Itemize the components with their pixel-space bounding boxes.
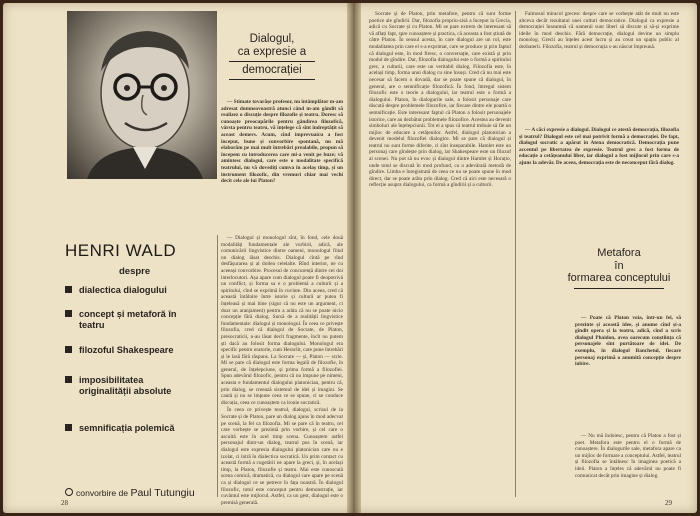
body-paragraph: Socrate și de Platon, prin metafore, pentru că sunt forme poetice ale gîndirii. Dar, filozofia propriu-zisă a început la Grecia, adică cu Socrate și cu Platon. Mi se pare extrem de interesant să vă aflați fapt, spre cunoaștere și practica, că aceasta a fost știută de către Platon. În sensul acesta, în care dialogul are un rol, este modalitatea prin care el s-a exprimat, care se produce și prin faptul că dialogul este, în mod firesc, o conversație, care există și prin modul de gîndire. Dar, filozofia dialogului este o formă a spiritului grec, a culturii, care este un veritabil dialog. Filozofia este, în același timp, forma unui dialog cu sine însuși. Cred că nu mai este necesar să facem o dovadă, dar se poate spune că dialogul, în general, are o semnificație filozofică. În fond, întregul sistem filozofic este o teorie a dialogului, iar teatrul este o formă a dialogului. Platon, în dialogurile sale, a folosit personaje care discută despre problemele filozofice, iar fiecare dintre ele poartă o semnificație. Este interesant faptul că Platon a folosit personajele istorice, care au dezbătut problemele filozofice. Acestea au devenit simboluri ale înțelepciunii. Tot el a spus că teatrul trebuie să fie un mijloc de educare a cetățenilor. Astfel, dialogul platonician a devenit modelul filozofiei dialogice. Mi se pare că dialogul și teatrul nu sunt forme diferite, ci sînt inseparabile. Hamlet este un personaj care gîndește prin dialog, iar Shakespeare este un filozof al scenei. Nu pot să nu evoc și dialogul dintre Hamlet și Horațio, unde totul se discută în mod profund, cu o adevărată metodă de gîndire. Limba e înregistrată de ceea ce nu se poate spune în mod direct, dar se poate arăta prin dialog. Cred că aici este necesară o reflecție asupra dialogului, ca formă a gîndirii și a culturii. [369,11,511,189]
body-paragraph: — Nu mă îndoiesc, pentru că Platon a fost și poet. Metafora este pentru el o formă de cunoaștere. În dialogurile sale, metafora apare ca un mijloc de formare a conceptului. Astfel, teatrul și filozofia se întâlnesc în imaginea poetică a ideii. Platon a înțeles că adevărul nu poate fi comunicat decât prin imagine și dialog. [575,433,681,479]
title-line: ca expresie a [237,46,307,58]
title-line: Metafora [597,247,641,259]
despre-label: despre [119,266,151,277]
topic-item [65,345,181,356]
magazine-spread [3,3,697,513]
body-column [519,11,679,123]
column-divider [217,235,218,497]
topic-label: concept și metaforă în teatru [79,309,177,330]
question-paragraph: — Poate că Platon voia, într-un fel, să prezinte și această idee, și anume cînd și-a gîndit opera și la teatru, adică, cînd a scris dialogul Phaidon, avea oarecum conștiința că personajele sînt purtătoare de idei. De exemplu, în dialogul Banchetul, fiecare personaj exprimă o anumită concepție despre iubire. [575,315,681,368]
square-bullet-icon [65,286,72,293]
book-gutter [347,3,361,513]
topic-label: dialectica dialogului [79,285,167,295]
title-line: în [614,259,624,272]
column-divider [515,11,516,497]
intro-question [221,99,343,235]
square-bullet-icon [65,346,72,353]
page-number: 29 [665,499,672,507]
interview-question [519,127,679,227]
portrait-photo [67,11,217,179]
body-paragraph: În ceea ce privește teatrul, dialogul, scrisul de la Socrate și de Platon, pare un dialog ajuns în mod adecvat pe scenă, la fel ca filozofia. Mi se pare că în teatru, cel care vorbește se prezintă prin vorbire, și cel care o ascultă este în acel timp scena. Cunoaștem astfel personajul dintr-un dialog, teatrul pus în scenă, iar dialogul este expresia dialogului platonician care nu e izolat, ci intră în dialectica socratică. Un prim contact cu această formă a cugetării ne apare la greci, și, în același timp, la Platon, filozofie și teatru. Mai este cunoscută scena comică, dramatică, cu dialogul care apare pe scenă ca și dialogul ce se petrece în fața noastră. În dialogul filozofic, totul este conceput pentru demonstrație, iar cuvântul este mijlocul. Astfel, ca un gest, dialogul este o premisă generală. [221,407,343,506]
body-column [575,433,681,497]
topic-item [65,309,181,331]
interviewer-name: Paul Tutungiu [130,487,195,499]
question-paragraph: — A căci expresie a dialogul. Dialogul ce atestă democrația, filozofia și teatrul? Dialogul este cel mai potrivit formă a democrației. De fapt, dialogul socratic a apărut în Atena democratică. Democrația pune accentul pe libertatea de expresie. Teatrul grec a fost forma de educație a cetățeanului liber, iar dialogul a fost mijlocul prin care s-a ajuns la adevăr. De aceea, democrația este de neconceput fără dialog. [519,127,679,166]
author-last-name: WALD [125,241,177,260]
section-title [563,247,675,289]
portrait-drawing [67,11,217,179]
square-bullet-icon [65,376,72,383]
topic-item [65,423,181,434]
author-first-name: HENRI [65,241,121,260]
conversation-prefix: convorbire de [76,488,129,498]
title-underline [574,288,664,289]
title-underline [229,79,315,80]
interview-question [575,315,681,429]
title-underline [229,61,315,62]
article-title [208,33,336,82]
square-bullet-icon [65,424,72,431]
square-bullet-icon [65,310,72,317]
body-column [221,235,343,506]
body-paragraph: Faimosul miracol grecesc despre care se vorbește atât de mult nu este altceva decât rezultatul unei culturi democratice. Dialogul ca expresie a democrației înseamnă că oamenii sunt liberi să discute și să-și exprime ideile în mod deschis. Fără democrație, dialogul devine un simplu monolog. Grecii au înțeles acest lucru și au creat un spațiu public al dezbaterii. Filozofia, teatrul și democrația s-au născut împreună. [519,11,679,50]
ring-bullet-icon [65,488,73,496]
topic-label: filozoful Shakespeare [79,345,174,355]
topic-item [65,285,181,296]
body-paragraph: — Dialogul și monologul sînt, în fond, cele două modalități fundamentale ale vorbirii, adică, ale comunicării lingvistice dintre oameni, monologul fiind un dialog lăsat deschis. Dialogul cîntă pe rînd desfășurarea și al doilea celelalte. Rînd interior, ne cu aceeași convorbire. Procesul de concurență dintre cei doi interlocutori. Așa apare cum dialogul poate fi deopotrivă un conflict, și forma sa e o problemă a culturii și a spiritului, cînd se exprimă în cuvinte. Din aceea, cred că această întâlnire între istorie și cultură ar putea fi înțeleasă și mai bine (sigur că nu este un argument, ci doar un aranjament) pentru a arăta că nu se poate nicio concepție fără dialog. Sursă de a realității lingvistice fundamentale: dialogul și monologul. În ceea ce privește filozofia, cred că dialogul de Socrate, de Platon, presocraticii, n-au lăsat decît fragmente, încît nu putem ști dacă au folosit forma dialogului. Monologul era specific pentru oratorie, cum Heraclit, care pune întrebări și le lasă fără răspuns. La Socrate — și, Platon — scrie. Mi se pare că dialogul este forma legală de filozofie, în general, de înțelepciune, și prima formă a filozofiei. Spun adevărul filozofic, pentru că nu impune pe nimeni, aceasta e fundamentul dialogului platonician, pentru că, prin dialog, se creează sistemul de idei și imagini. Se caută și nu se impune ceea ce se spune, ci se conduce discuția, ceea ce cunoaștem ca ironie socratică. [221,235,343,406]
page-number: 28 [61,499,68,507]
title-line: formarea conceptului [567,272,671,284]
title-line: Dialogul, [249,33,295,45]
topic-label: semnificația polemică [79,423,175,433]
topic-item [65,375,181,397]
conversation-credit [65,487,195,499]
body-column [369,11,511,497]
author-name [65,241,176,261]
title-line: democrației [242,64,302,76]
intro-paragraph: — Stimate tovarășe profesor, nu întâmplător m-am adresat dumneavoastră atunci când m-am gândit să realizez o discuție despre filozofie și teatru. Doresc să cunoaște preocupările pentru gândirea filozofică, vârsta pentru teatru, vă înțelege că sînt îndreptățit să aceast demers. Acum, cînd imprevuaicu a fost început, bune și convorbire spontană, nu mă elaborăm pe mai mult întrebări prealabile, propun să începem cu introducerea care mi-a venit pe buze; vă amintesc dialogul, care este o modalitate specifică teatrului, nu vă dovediți cumva în acelaș timp, și un instrument filozofic, din vremuri chiar mai vechi decît cele ale lui Platon? [221,99,343,185]
topic-label: imposibilitatea originalității absolute [79,375,172,396]
